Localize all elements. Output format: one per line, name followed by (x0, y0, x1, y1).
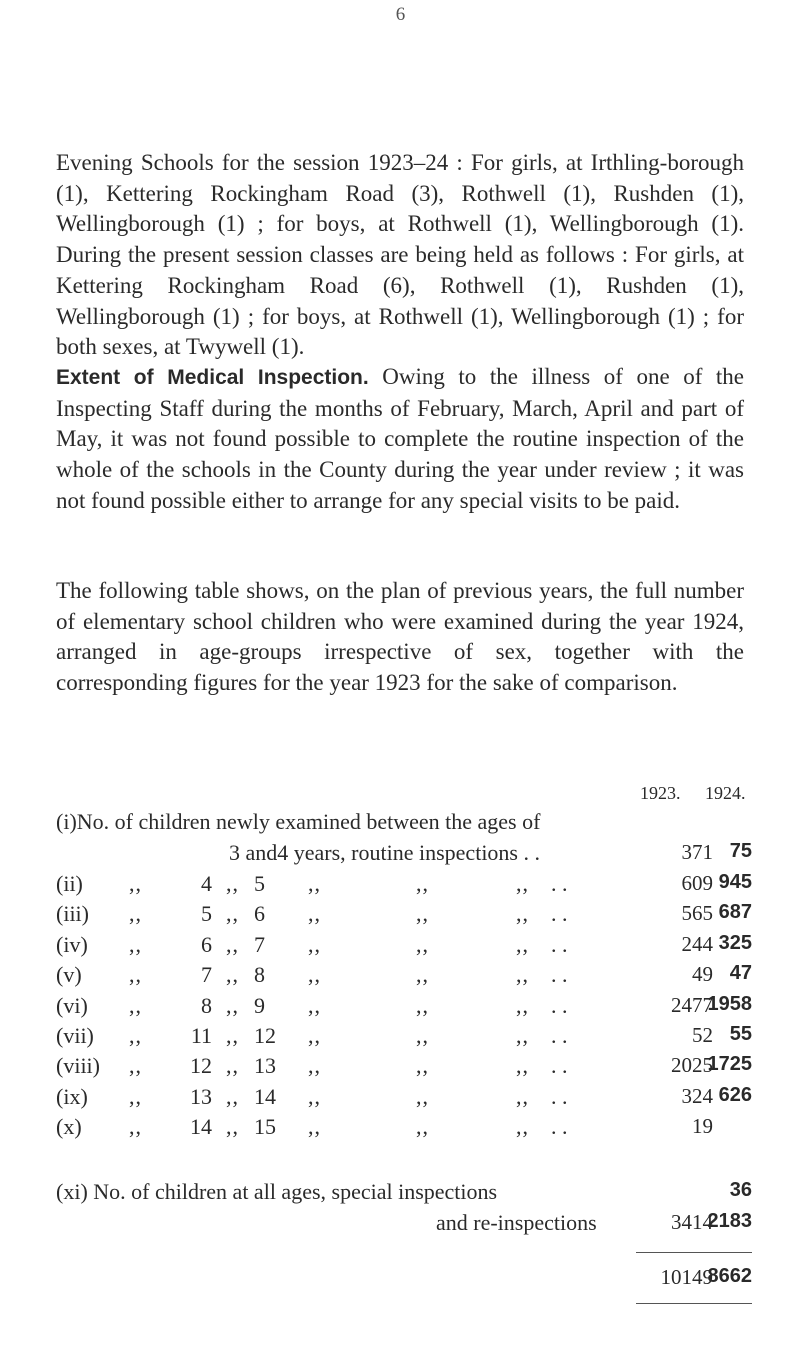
ditto-mark: ,, (129, 1023, 142, 1048)
row-age-from: 14 (190, 1114, 212, 1140)
col-header-1924: 1924. (705, 783, 746, 803)
row-value-1923: 609 (681, 871, 713, 895)
ditto-mark: ,, (308, 871, 321, 896)
ditto-mark: ,, (226, 1114, 239, 1140)
row-age-to: 9 (254, 992, 265, 1018)
row-value-1923: 565 (681, 901, 713, 926)
leader-dots: . . (551, 1023, 568, 1048)
ditto-mark: ,, (308, 1053, 321, 1079)
row-age-to: 8 (254, 962, 265, 988)
row-age-from: 12 (190, 1053, 212, 1079)
row-label: (iv) (56, 931, 88, 957)
ditto-mark: ,, (129, 1114, 142, 1140)
paragraph-evening-schools: Evening Schools for the session 1923–24 : For girls, at Irthling-borough (1), Kettering Rockingham Road (3), Rothwell (1), Rushden (1), Wellingborough (1) ; for boys, at Rothwell (1), Wellingborough (1). During the present session classes are being held as follows : For girls, at Kettering Rockingham Road (6), Rothwell (1), Rushden (1), Wellingborough (1) ; for boys, at Rothwell (1), Wellingborough (1) ; for both sexes, at Twywell (1). (56, 150, 744, 360)
row-label: (ix) (56, 1083, 88, 1109)
row-value-1924: 55 (729, 1023, 752, 1045)
ditto-mark: ,, (516, 962, 529, 988)
row-label: (iii) (56, 901, 89, 927)
ditto-mark: ,, (226, 1053, 239, 1079)
ditto-mark: ,, (416, 1053, 429, 1079)
page-number: 6 (395, 4, 406, 25)
paragraph-table-intro: The following table shows, on the plan of previous years, the full number of elementary school children who were examined during the year 1924, arranged in age-groups irrespective of sex, together with the corresponding figures for the year 1923 for the sake of comparison. (56, 578, 744, 696)
row-age-to: 15 (254, 1114, 276, 1140)
rule-1924-top (696, 1252, 752, 1253)
ditto-mark: ,, (416, 1023, 429, 1048)
ditto-mark: ,, (516, 1023, 529, 1048)
col-header-1923: 1923. (640, 783, 681, 803)
row-age-to: 13 (254, 1053, 276, 1079)
leader-dots: . . (551, 1114, 568, 1140)
ditto-mark: ,, (226, 901, 239, 927)
ditto-mark: ,, (308, 1023, 321, 1048)
ditto-mark: ,, (129, 962, 142, 988)
leader-dots: . . (551, 962, 568, 988)
ditto-mark: ,, (226, 1023, 239, 1048)
ditto-mark: ,, (129, 871, 142, 896)
row-age-to: 14 (254, 1083, 276, 1109)
ditto-mark: ,, (129, 1083, 142, 1109)
row-age-from: 7 (201, 962, 212, 988)
row-value-1924: 687 (718, 901, 752, 924)
ditto-mark: ,, (226, 871, 239, 896)
ditto-mark: ,, (516, 1083, 529, 1109)
row-value-1923: 52 (692, 1023, 713, 1047)
ditto-mark: ,, (308, 962, 321, 988)
row-xi-1924-special: 36 (729, 1179, 752, 1201)
row-xi-line2: and re-inspections (436, 1210, 597, 1235)
row-xi-line1: (xi) No. of children at all ages, special inspections (56, 1179, 498, 1204)
ditto-mark: ,, (226, 962, 239, 988)
row-i-1924: 75 (729, 840, 752, 862)
ditto-mark: ,, (516, 871, 529, 896)
section-heading: Extent of Medical Inspection. (56, 366, 369, 389)
ditto-mark: ,, (516, 1114, 529, 1140)
ditto-mark: ,, (308, 931, 321, 957)
row-value-1923: 244 (681, 931, 713, 956)
ditto-mark: ,, (416, 1114, 429, 1140)
ditto-mark: ,, (416, 1083, 429, 1109)
row-value-1924: 1958 (707, 992, 752, 1015)
ditto-mark: ,, (416, 962, 429, 988)
row-value-1923: 2477 (671, 992, 713, 1017)
ditto-mark: ,, (226, 1083, 239, 1109)
ditto-mark: ,, (516, 901, 529, 927)
section-text: Owing to the illness of one of the Inspecting Staff during the months of February, March, April and part of May, it was not found possible to complete the routine inspection of the whole of the schools in the County during the year under review ; it was not found possible either to arrange for any special visits to be paid. (56, 364, 744, 513)
row-age-to: 7 (254, 931, 265, 957)
row-value-1924: 626 (718, 1083, 752, 1106)
row-label: (vii) (56, 1023, 94, 1048)
ditto-mark: ,, (516, 931, 529, 957)
ditto-mark: ,, (308, 1083, 321, 1109)
rule-1924-bottom (696, 1303, 752, 1304)
row-age-from: 8 (201, 992, 212, 1018)
total-1923: 10149 (660, 1265, 713, 1289)
total-1924: 8662 (707, 1265, 752, 1287)
row-age-from: 11 (190, 1023, 212, 1048)
ditto-mark: ,, (308, 992, 321, 1018)
row-value-1924: 1725 (707, 1053, 752, 1076)
row-value-1923: 19 (692, 1114, 713, 1139)
ditto-mark: ,, (226, 992, 239, 1018)
row-age-to: 6 (254, 901, 265, 927)
ditto-mark: ,, (129, 992, 142, 1018)
leader-dots: . . (551, 992, 568, 1018)
row-i-line1: (i)No. of children newly examined between the ages of (56, 809, 541, 834)
row-value-1923: 49 (692, 962, 713, 987)
row-age-from: 6 (201, 931, 212, 957)
row-xi-1923: 3414 (671, 1210, 713, 1234)
ditto-mark: ,, (416, 992, 429, 1018)
ditto-mark: ,, (226, 931, 239, 957)
ditto-mark: ,, (516, 1053, 529, 1079)
row-value-1923: 2025 (671, 1053, 713, 1078)
leader-dots: . . (551, 931, 568, 957)
row-label: (x) (56, 1114, 82, 1140)
ditto-mark: ,, (308, 1114, 321, 1140)
ditto-mark: ,, (416, 931, 429, 957)
row-label: (ii) (56, 871, 83, 896)
row-label: (vi) (56, 992, 88, 1018)
ditto-mark: ,, (129, 901, 142, 927)
row-i-line2: 3 and4 years, routine inspections . . (229, 840, 540, 865)
row-value-1924: 945 (718, 871, 752, 893)
row-label: (v) (56, 962, 82, 988)
leader-dots: . . (551, 1053, 568, 1079)
ditto-mark: ,, (516, 992, 529, 1018)
row-value-1924: 47 (729, 962, 752, 985)
leader-dots: . . (551, 1083, 568, 1109)
paragraph-medical-inspection (56, 362, 744, 517)
row-age-to: 5 (254, 871, 265, 896)
row-age-from: 13 (190, 1083, 212, 1109)
row-i-1923: 371 (681, 840, 713, 864)
ditto-mark: ,, (129, 1053, 142, 1079)
row-value-1924: 325 (718, 931, 752, 954)
row-label: (viii) (56, 1053, 100, 1079)
leader-dots: . . (551, 871, 568, 896)
row-age-to: 12 (254, 1023, 276, 1048)
leader-dots: . . (551, 901, 568, 927)
ditto-mark: ,, (416, 901, 429, 927)
ditto-mark: ,, (129, 931, 142, 957)
row-value-1923: 324 (681, 1083, 713, 1108)
row-age-from: 5 (201, 901, 212, 927)
row-xi-1924-reinspection: 2183 (707, 1210, 752, 1232)
row-age-from: 4 (201, 871, 212, 896)
ditto-mark: ,, (308, 901, 321, 927)
ditto-mark: ,, (416, 871, 429, 896)
